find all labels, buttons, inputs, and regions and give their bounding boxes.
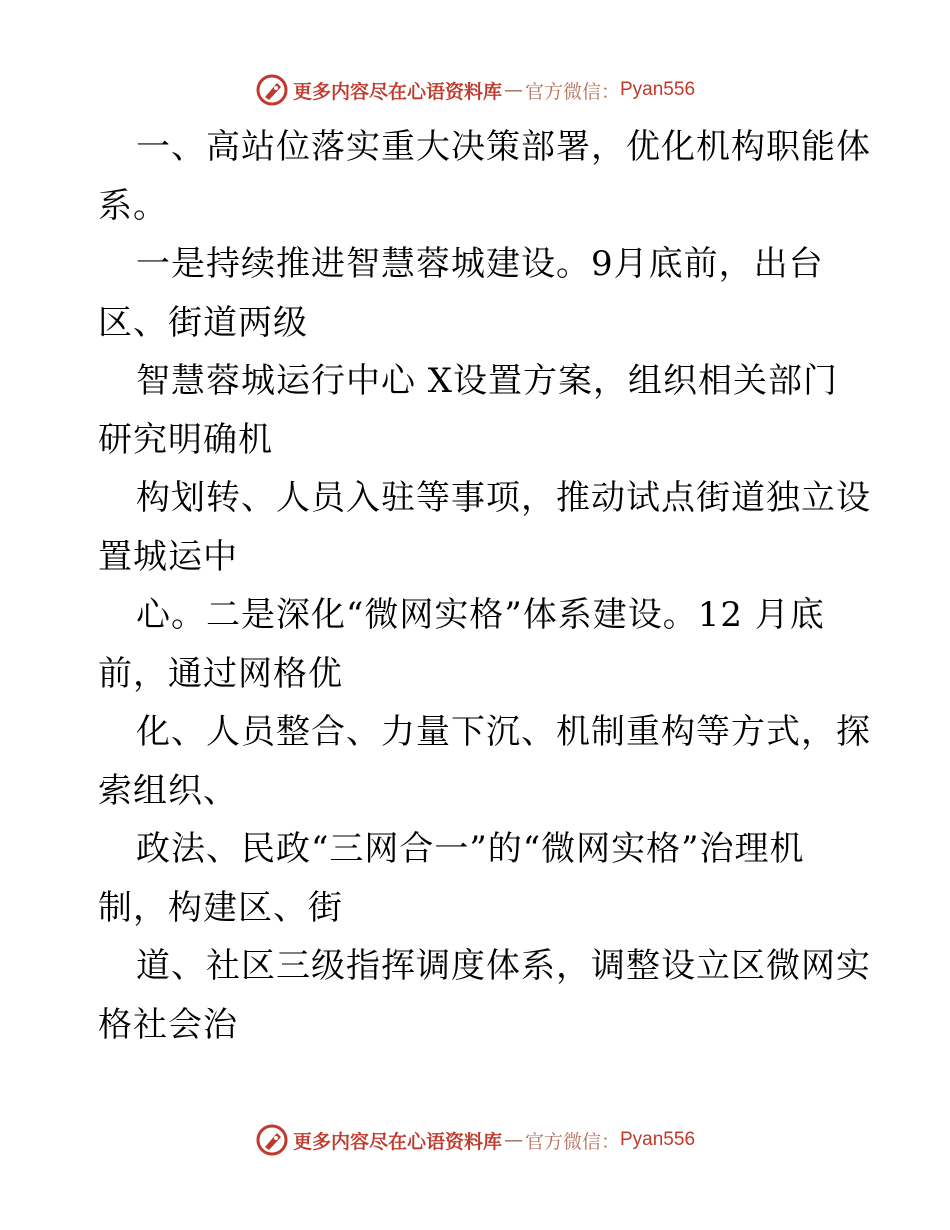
body-line: 前，通过网格优 [98, 653, 343, 694]
pen-nib-logo-icon [255, 73, 289, 107]
body-line: 区、街道两级 [98, 302, 308, 343]
banner-site-text: 更多内容尽在心语资料库 [292, 1130, 502, 1153]
body-line: 制，构建区、街 [98, 887, 343, 928]
banner-dash: — [503, 79, 523, 101]
body-line: 一、高站位落实重大决策部署，优化机构职能体 [136, 127, 871, 167]
document-body [98, 118, 871, 1054]
banner-wechat-label: 官方微信： [524, 80, 620, 103]
footer-banner [0, 1120, 950, 1160]
banner-dash: — [503, 1129, 523, 1151]
body-line: 道、社区三级指挥调度体系，调整设立区微网实 [136, 946, 871, 986]
banner-wechat-handle: Pyan556 [620, 79, 696, 100]
header-banner [0, 70, 950, 110]
body-line: 格社会治 [98, 1004, 238, 1045]
body-line: 一是持续推进智慧蓉城建设。9月底前，出台 [136, 244, 824, 284]
body-line: 研究明确机 [98, 419, 273, 460]
banner-site-text: 更多内容尽在心语资料库 [292, 80, 502, 103]
body-line: 智慧蓉城运行中心 X设置方案，组织相关部门 [136, 361, 839, 401]
body-line: 政法、民政“三网合一”的“微网实格”治理机 [136, 829, 805, 869]
body-line: 心。二是深化“微网实格”体系建设。12 月底 [136, 595, 825, 635]
banner-wechat-handle: Pyan556 [620, 1129, 696, 1150]
body-line: 置城运中 [98, 536, 238, 577]
body-line: 系。 [98, 185, 168, 226]
banner-wechat-label: 官方微信： [524, 1130, 620, 1153]
body-line: 索组织、 [98, 770, 238, 811]
body-line: 构划转、人员入驻等事项，推动试点街道独立设 [136, 478, 871, 518]
pen-nib-logo-icon [255, 1123, 289, 1157]
body-line: 化、人员整合、力量下沉、机制重构等方式，探 [136, 712, 871, 752]
